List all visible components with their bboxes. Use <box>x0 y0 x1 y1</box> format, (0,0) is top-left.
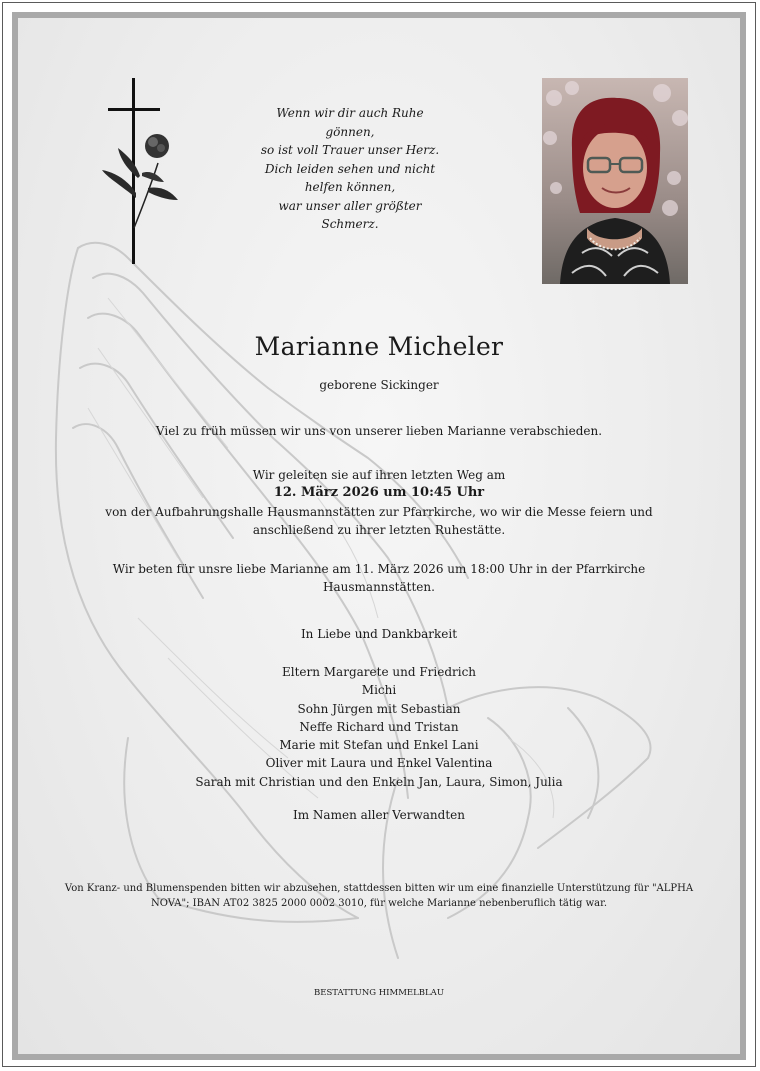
portrait-photo <box>542 78 688 284</box>
prayer-line: Wir beten für unsre liebe Marianne am 11. März 2026 um 18:00 Uhr in der Pfarrkirche <box>112 562 646 576</box>
donation-notice <box>18 881 740 911</box>
poem-line: so ist voll Trauer unser Herz. <box>260 143 440 157</box>
mourner: Neffe Richard und Tristan <box>299 719 459 734</box>
donation-line: NOVA"; IBAN AT02 3825 2000 0002 3010, für welche Marianne nebenberuflich tätig war. <box>150 898 607 909</box>
mourner: Marie mit Stefan und Enkel Lani <box>279 738 479 753</box>
poem-line: helfen können, <box>304 180 396 194</box>
mourner: Sarah mit Christian und den Enkeln Jan, Laura, Simon, Julia <box>195 774 563 789</box>
mourners-list <box>18 663 740 791</box>
poem-line: Schmerz. <box>321 217 379 231</box>
poem-line: gönnen, <box>325 124 375 139</box>
undertaker-name: BESTATTUNG HIMMELBLAU <box>314 988 444 998</box>
funeral-intro: Wir geleiten sie auf ihren letzten Weg am <box>252 468 506 482</box>
poem <box>250 104 450 234</box>
birth-name: geborene Sickinger <box>319 378 439 392</box>
obituary-card <box>12 12 746 1060</box>
funeral-line: anschließend zu ihrer letzten Ruhestätte. <box>252 522 506 537</box>
mourner: Eltern Margarete und Friedrich <box>281 665 477 679</box>
donation-line: Von Kranz- und Blumenspenden bitten wir abzusehen, stattdessen bitten wir um eine finanzielle Unterstützung für "ALPHA <box>64 883 694 894</box>
deceased-name: Marianne Micheler <box>254 332 504 361</box>
mourner: Oliver mit Laura und Enkel Valentina <box>265 756 493 771</box>
cross-with-rose-icon <box>98 78 188 268</box>
mourner: Sohn Jürgen mit Sebastian <box>297 701 461 716</box>
prayer-info <box>18 560 740 597</box>
prayer-line: Hausmannstätten. <box>323 580 435 595</box>
funeral-line: von der Aufbahrungshalle Hausmannstätten zur Pfarrkirche, wo wir die Messe feiern und <box>105 504 653 519</box>
farewell-text: Viel zu früh müssen wir uns von unserer lieben Marianne verabschieden. <box>155 424 603 438</box>
relatives-text: Im Namen aller Verwandten <box>293 808 465 822</box>
funeral-date: 12. März 2026 um 10:45 Uhr <box>273 485 485 501</box>
poem-line: war unser aller größter <box>278 198 422 213</box>
funeral-info <box>18 466 740 539</box>
mourner: Michi <box>361 683 397 698</box>
poem-line: Wenn wir dir auch Ruhe <box>276 106 424 120</box>
gratitude-text: In Liebe und Dankbarkeit <box>300 627 458 641</box>
poem-line: Dich leiden sehen und nicht <box>264 161 436 176</box>
